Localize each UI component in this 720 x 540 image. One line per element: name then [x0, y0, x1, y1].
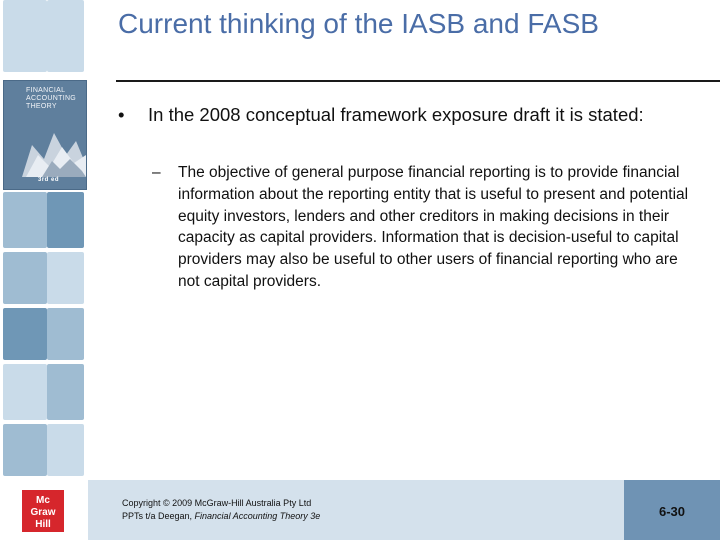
- footer-credits: [122, 497, 320, 523]
- book-cover-edition: 3rd ed: [38, 177, 60, 183]
- book-cover-image: [3, 80, 87, 190]
- sidebar-tile: [3, 308, 47, 360]
- sidebar-tile: [3, 364, 47, 420]
- svg-text:Hill: Hill: [35, 519, 51, 530]
- svg-text:Graw: Graw: [30, 507, 56, 518]
- svg-text:Mc: Mc: [36, 495, 50, 506]
- sidebar-tile: [47, 364, 84, 420]
- sidebar-tile: [3, 0, 47, 72]
- slide-title: Current thinking of the IASB and FASB: [118, 8, 599, 39]
- title-divider: [116, 80, 720, 82]
- sidebar-tile: [47, 424, 84, 476]
- sidebar-tile: [47, 308, 84, 360]
- footer-credit-line: [122, 510, 320, 523]
- book-cover-art: [22, 125, 86, 177]
- mcgraw-hill-logo: [22, 490, 64, 532]
- sidebar-tile: [3, 424, 47, 476]
- sidebar-tile: [47, 252, 84, 304]
- bullet-marker: •: [118, 104, 125, 125]
- footer-credit-title: Financial Accounting Theory 3e: [194, 511, 321, 521]
- sub-bullet-text: The objective of general purpose financial reporting is to provide financial information about the reporting entity that is useful to present and potential equity investors, lenders and other creditors in making decisions in their capacity as capital providers. Information that is decision-useful to capital providers may also be useful to other users of financial reporting who are not capital providers.: [178, 164, 689, 290]
- bullet-text: In the 2008 conceptual framework exposure draft it is stated:: [148, 104, 644, 125]
- page-number: 6-30: [658, 504, 686, 519]
- main-bullet: [118, 104, 698, 126]
- footer-credit-prefix: PPTs t/a Deegan,: [122, 511, 195, 521]
- sidebar-tile: [3, 192, 47, 248]
- sidebar-tile: [3, 252, 47, 304]
- sub-bullet-marker: –: [152, 164, 161, 181]
- sub-bullet: [152, 162, 692, 293]
- sidebar-decoration: [0, 0, 88, 480]
- sidebar-tile: [47, 0, 84, 72]
- book-cover-title: FINANCIAL ACCOUNTING THEORY: [26, 87, 77, 110]
- footer-copyright: Copyright © 2009 McGraw-Hill Australia Pty Ltd: [122, 498, 312, 508]
- sidebar-tile: [47, 192, 84, 248]
